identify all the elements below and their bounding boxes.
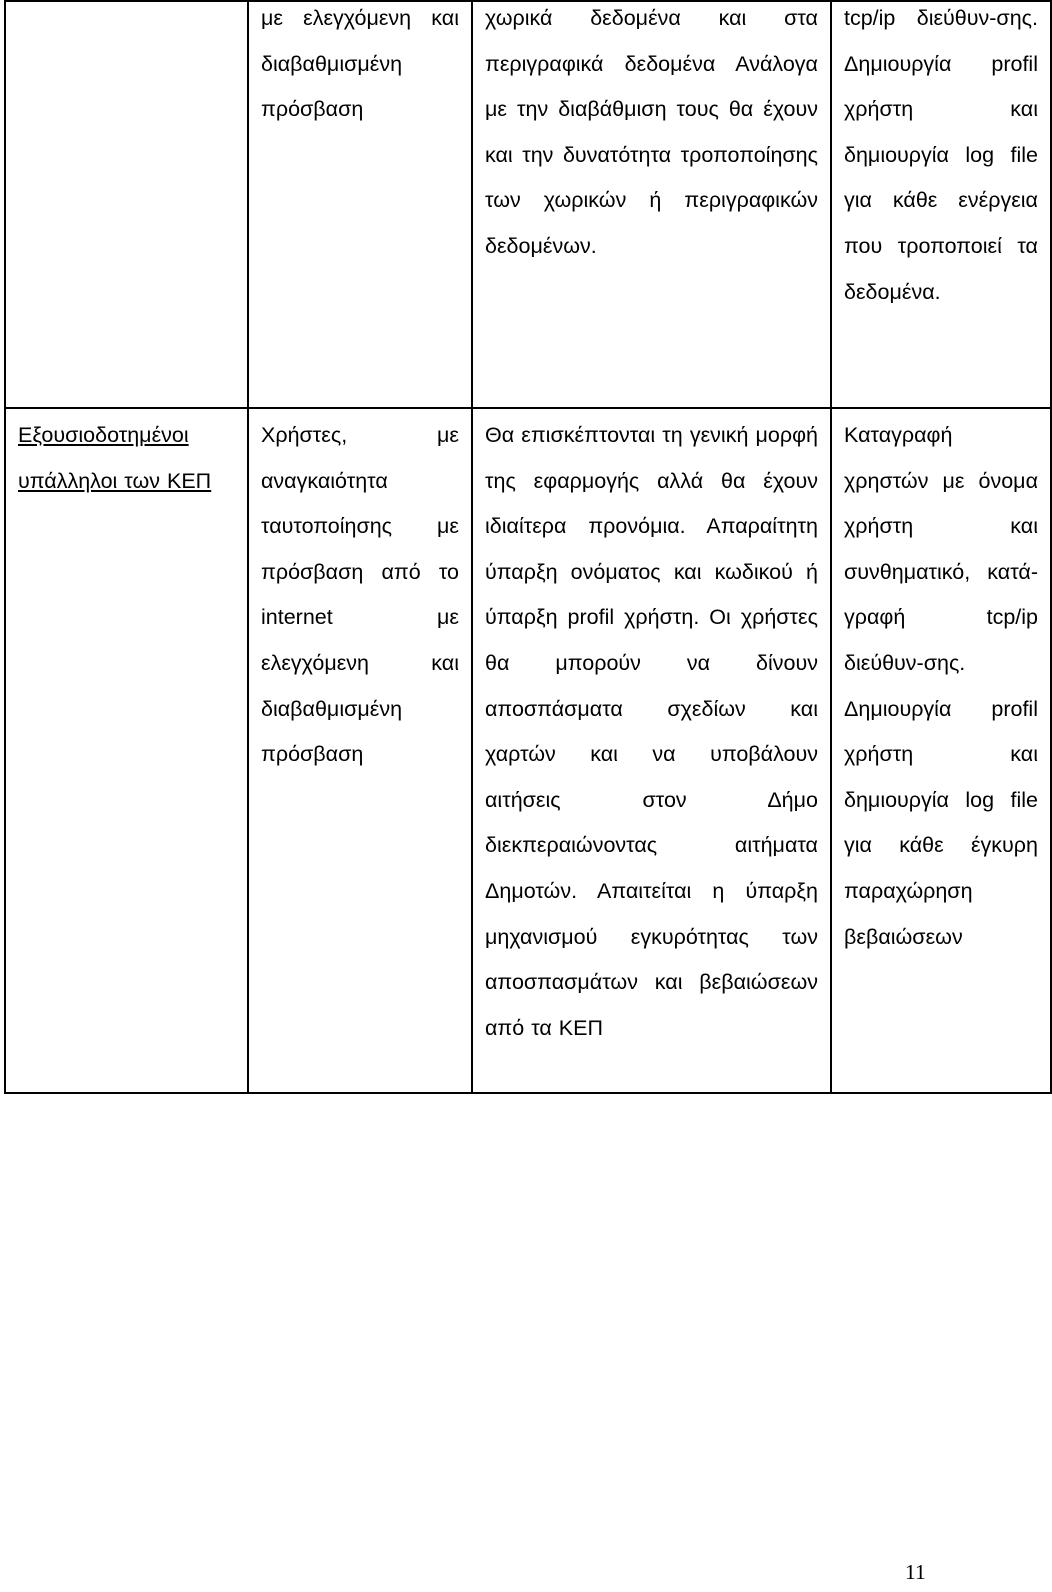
page-number: 11	[905, 1560, 926, 1584]
cell-text: χωρικά δεδομένα και στα περιγραφικά δεδομένα Ανάλογα με την διαβάθμιση τους θα έχουν και την δυνατότητα τροποποίησης των χωρικών ή περιγραφικών δεδομένων.	[485, 6, 818, 258]
table-cell-security	[831, 1, 1051, 408]
cell-text: με ελεγχόμενη και διαβαθμισμένη πρόσβαση	[261, 6, 459, 122]
table-row	[5, 408, 1051, 1093]
table-cell-access-type	[248, 408, 472, 1093]
table-cell-security	[831, 408, 1051, 1093]
cell-text: Καταγραφή χρηστών με όνομα χρήστη και συνθηματικό, κατά-γραφή tcp/ip διεύθυν-σης. Δημιουργία profil χρήστη και δημιουργία log file για κάθε έγκυρη παραχώρηση βεβαιώσεων	[844, 423, 1038, 949]
table-row	[5, 1, 1051, 408]
cell-text: Χρήστες, με αναγκαιότητα ταυτοποίησης με πρόσβαση από το internet με ελεγχόμενη και διαβαθμισμένη πρόσβαση	[261, 423, 459, 767]
table-cell-access-type	[248, 1, 472, 408]
table-cell-privileges	[472, 408, 831, 1093]
table-cell-user-category	[5, 1, 248, 408]
access-rights-table	[4, 0, 1052, 1094]
table-cell-user-category	[5, 408, 248, 1093]
cell-text: tcp/ip διεύθυν-σης. Δημιουργία profil χρήστη και δημιουργία log file για κάθε ενέργεια που τροποποιεί τα δεδομένα.	[844, 6, 1038, 304]
table-cell-privileges	[472, 1, 831, 408]
cell-text: Θα επισκέπτονται τη γενική μορφή της εφαρμογής αλλά θα έχουν ιδιαίτερα προνόμια. Απαραίτητη ύπαρξη ονόματος και κωδικού ή ύπαρξη profil χρήστη. Οι χρήστες θα μπορούν να δίνουν αποσπάσματα σχεδίων και χαρτών και να υποβάλουν αιτήσεις στον Δήμο διεκπεραιώνοντας αιτήματα Δημοτών. Απαιτείται η ύπαρξη μηχανισμού εγκυρότητας των αποσπασμάτων και βεβαιώσεων από τα ΚΕΠ	[485, 423, 818, 1040]
user-category-label: Εξουσιοδοτημένοι υπάλληλοι των ΚΕΠ	[18, 423, 212, 493]
